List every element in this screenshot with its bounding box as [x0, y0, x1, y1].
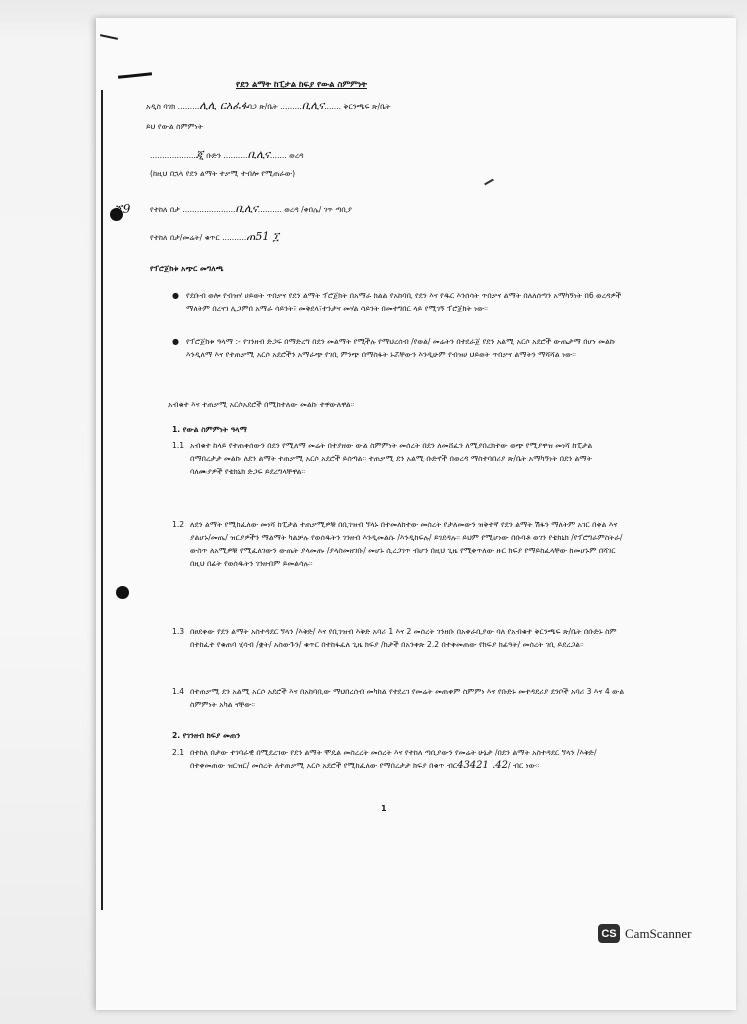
handwritten-entry: ሊሊ ርአፈፋ	[199, 99, 248, 112]
section1-heading: 1. የውል ስምምነት ዓላማ	[172, 425, 247, 434]
intro-line: አብቁተ እና ተጠቃሚ አርሶአደሮች በሚከተለው መልኩ ተዋውለዋል።	[168, 400, 355, 409]
margin-note: ጂ9	[114, 202, 131, 216]
clause-number: 1.3	[172, 627, 185, 636]
clause-body: / ብር ነው።	[507, 761, 540, 770]
line-text: ቡድን ..........	[206, 151, 248, 160]
camscanner-brand: CamScanner	[625, 925, 692, 941]
handwritten-entry: ቢሊና	[301, 99, 325, 112]
line-text: ባጋ ጽ/ቤት .........	[247, 102, 302, 111]
line-text: አዲስ ባገክ .........	[146, 102, 200, 111]
bullet-icon: ●	[172, 337, 179, 346]
header-line-1	[146, 101, 390, 112]
line-text: ....... ወረዳ	[269, 151, 304, 160]
page-number: 1	[381, 804, 387, 813]
bullet-item: የደቡብ ወሎ የብዝሃ ሀይወት ጥበቃና የደን ልማት ፕሮጀክት በአማራ ክልል የአከባቢ የደን እና የዱር እንሰሳት ጥበቃና ልማት በለለሰጣን አማካኝነት በ6 ወረዳዎች ማለትም በረናገ ሊጋምበ አማራ ሳይንት፣ መቅደላ፣ተንታና መሃል ሳይንት በመተግበር ላይ የሚገኝ ፕሮጀክት ነው።	[186, 291, 622, 313]
handwritten-entry: ቢሊና	[247, 148, 270, 161]
document-title: የደን ልማት ከፒታል ከፍያ የውል ስምምነት	[236, 79, 367, 89]
bullet-item: የፕሮጀክቱ ዓላማ :- የገንዘብ ድጋፍ በማድረግ በደን መልማት የሚችሉ የማህረሰብ /የወል/ መሬትን በተደራጀ የደን አልሚ አርሶ አደሮች ውጤታማ በሆነ መልኩ እንዲለማ እና የተጠቃሚ አርሶ አደሮችን አማራጭ የገቢ ምንጭ በማስፋት ኑሯቸውን እንዲሁም የብዝሀ ህይወት ጥበቃና ልማትን ማሻሻል ነው።	[186, 337, 616, 359]
header-line-4: (ከዚህ በኋላ የደን ልማት ተቃሚ ተብሎ የሚጠራው)	[150, 169, 296, 178]
clause-text: አብቁተ ከላይ የተጠቀሰውን በደን የሚለማ መሬት በተያዘው ውል ስምምነት መሰረት በደን ለመሸፈን ለሚያበረክተው ወጭ የሚያዋዝ መነሻ ከፒታል በማበረታታ መልኩ ለደን ልማት ተጠቃሚ አርሶ አደሮች ይሰጣል። ተጠቃሚ ደን አልሚ ቡድኖች በወረዳ ማስተባበሪያ ጽ/ቤት አማካኝነት በደን ልማት ባለሙያዎች የቴክኒክ ድጋፍ ይደረግላቸዋል።	[190, 441, 593, 476]
handwritten-entry: ጂ	[195, 148, 204, 161]
clause-text: በተጠቃሚ ደን አልሚ አርሶ አደሮች እና በአከባቢው ማህበረሰብ መካከል የተደረገ የመሬት መጠቀም ስምምነ እና የቡድኑ መተዳደሪያ ደንቦች አባሪ 3 እና 4 ውል ስምምነት አካል ናቸው።	[190, 687, 625, 709]
header-line-2: ይህ የውል ስምምነት	[146, 122, 203, 131]
line-text: ....... ቅርንጫፍ ጽ/ቤት	[324, 102, 391, 111]
bullet-icon: ●	[172, 291, 179, 300]
clause-number: 1.4	[172, 687, 185, 696]
handwritten-entry: ቢሊና	[235, 202, 258, 215]
clause-number: 1.2	[172, 520, 185, 529]
clause-text: በፀደቀው የደን ልማት አስተዳደር ኘላን /እቅድ/ እና የቢገዝብ እቅድ አባሪ 1 እና 2 መሰረት ገንዘቡ በአቀራቢያው ባለ የአብቁተ ቅርንጫፍ ጽ/ቤት በቡድኑ ስም በተከፈተ የቁጠባ ሂሳብ /ቋት/ አስውጉን/ ቁጥር በተከፋፈለ ጊዜ ክፍያ /ክታች በአንቀጽ 2.2 በተቀመጠው የክፍያ ክፊዓት/ መሰረት ገቢ ይደረጋል።	[190, 627, 617, 649]
handwritten-amount: 43421 .42	[457, 760, 508, 771]
clause-text: ለደን ልማት የሚከፈለው መነሻ ከፒታል ተጠቃሚዎቹ በቢገዝብ ኘላኑ በተመለከተው መሰረት የታለመውን ዝቅተኛ የደን ልማት ሽፋን ማለትም አገር በቀል እና ያልሆኑ/መጤ/ ዝርያዎችን ማልማት ካልቻሉ የወሰዱትን ገንዘብ እንዲመልሱ /እንዲከፍሉ/ ይገደዳሉ። ይህም የሚሆነው በቡባቶ ወገን የቴክኒክ /የፕሮግራምስትራ/ ውስጥ ለአሚዎቹ የሚፈለገውን ውጤት ያላመጡ /ያላስመዘገቡ/ መሆኑ ሲረጋገጥ ብሆን በዚህ ጊዜ የሚቀጥለው ዙር ክፍያ የማይከፈላቸው ከመሆኑም በሻገር በዚህ በፊት የወሰዱትን ገንዘብም ይመልሳሉ።	[190, 520, 623, 568]
clause-number: 1.1	[172, 441, 185, 450]
line-text: የተከለ በታ/መሬት/ ቁጥር ..........	[150, 233, 247, 242]
camscanner-watermark	[598, 924, 691, 943]
line-text: የተከለ በታ ......................	[150, 205, 236, 214]
header-line-6	[150, 232, 279, 243]
line-text: .......... ወረዳ /ቀበሌ/ ገጥ ጣቢያ	[257, 205, 352, 214]
section-heading: የፕሮጀክቱ አጭር መግለጫ	[150, 264, 224, 273]
line-text: ...................	[150, 151, 196, 160]
clause-number: 2.1	[172, 748, 185, 757]
clause-text	[190, 746, 626, 772]
header-line-3	[150, 150, 304, 161]
camscanner-logo-icon: CS	[598, 924, 620, 943]
header-line-5	[150, 204, 352, 215]
section2-heading: 2. የገንዘብ ክፍያ መጠን	[172, 731, 241, 740]
clause-body: በተከለ በታው ተገባራዊ በሚደረገው የደን ልማት ሞዴል መስረረት መሰረት እና የተከለ ጣቢያውን የመሬት ሁኔታ /በደን ልማት አስተዳደር ኘላን /እቅድ/ በተቀመጠው ዝርዝር/ መሰረት ለተጠቃሚ አርሶ አደሮች የሚከፈለው የማበረታታ ክፍያ በቁጥ ብር	[190, 748, 597, 770]
handwritten-entry: ጠ51 ፲	[246, 230, 279, 243]
